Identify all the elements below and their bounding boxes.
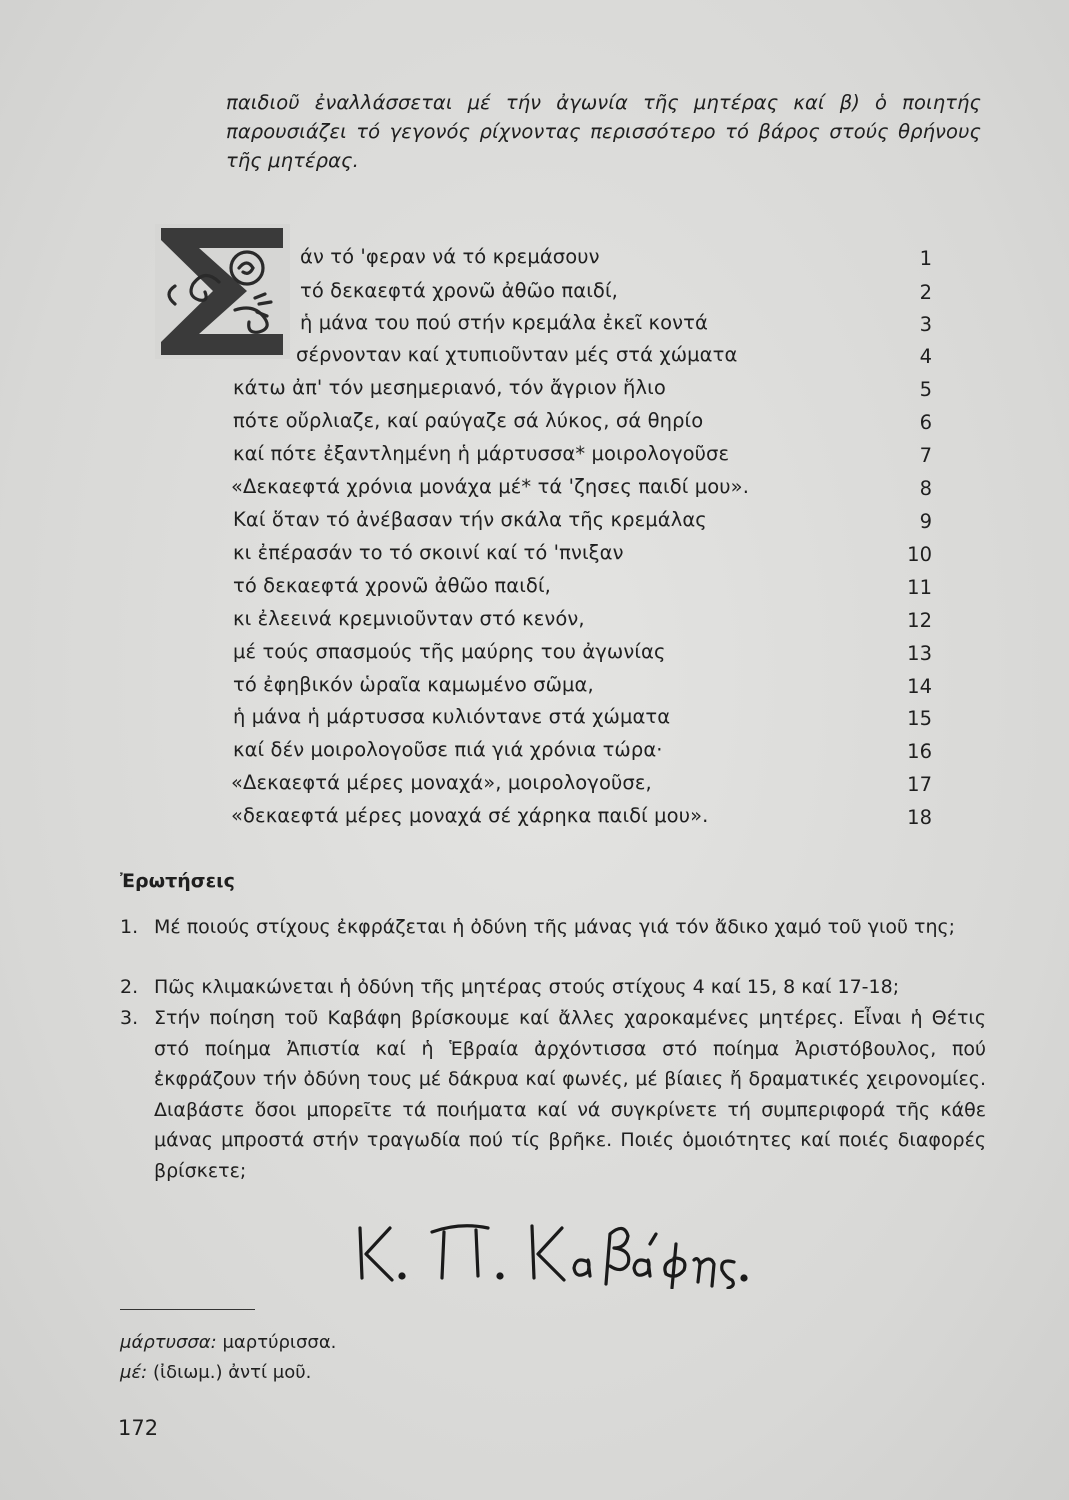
- question-text: Μέ ποιούς στίχους ἐκφράζεται ἡ ὀδύνη τῆς μάνας γιά τόν ἄδικο χαμό τοῦ γιοῦ της;: [154, 916, 956, 938]
- line-number: 2: [919, 281, 932, 304]
- question-text: Πῶς κλιμακώνεται ἡ ὀδύνη τῆς μητέρας στούς στίχους 4 καί 15, 8 καί 17-18;: [154, 976, 900, 998]
- page-number: 172: [118, 1416, 159, 1440]
- line-number: 10: [907, 543, 932, 566]
- poem-line: σέρνονταν καί χτυπιοῦνταν μές στά χώματα: [296, 343, 738, 366]
- poem-line: «Δεκαεφτά χρόνια μονάχα μέ* τά 'ζησες παιδί μου».: [231, 475, 749, 498]
- line-number: 8: [919, 477, 932, 500]
- line-number: 7: [919, 444, 932, 467]
- line-number: 3: [919, 313, 932, 336]
- poem-line: τό δεκαεφτά χρονῶ ἀθῶο παιδί,: [300, 279, 618, 302]
- decorative-initial-sigma: [155, 224, 290, 359]
- poem-line: ἡ μάνα του πού στήν κρεμάλα ἐκεῖ κοντά: [300, 311, 708, 334]
- question-number: 1.: [120, 916, 139, 938]
- line-number: 5: [919, 378, 932, 401]
- poem-line: κι ἐπέρασάν το τό σκοινί καί τό 'πνιξαν: [233, 541, 624, 564]
- footnote-definition: μαρτύρισσα.: [222, 1332, 337, 1353]
- footnote-term: μέ:: [120, 1362, 148, 1383]
- poem-line: καί δέν μοιρολογοῦσε πιά γιά χρόνια τώρα·: [233, 738, 663, 761]
- line-number: 4: [919, 345, 932, 368]
- line-number: 11: [907, 576, 932, 599]
- line-number: 15: [907, 707, 932, 730]
- poem-line: καί πότε ἐξαντλημένη ἡ μάρτυσσα* μοιρολογοῦσε: [233, 442, 730, 465]
- questions-heading: Ἐρωτήσεις: [120, 870, 235, 892]
- line-number: 17: [907, 773, 932, 796]
- footnote-separator: [120, 1309, 255, 1310]
- line-number: 9: [919, 510, 932, 533]
- poem-line: κάτω ἀπ' τόν μεσημεριανό, τόν ἄγριον ἥλιο: [233, 376, 666, 399]
- poem-line: Καί ὅταν τό ἀνέβασαν τήν σκάλα τῆς κρεμάλας: [233, 508, 707, 531]
- footnote: [120, 1332, 336, 1353]
- line-number: 18: [907, 806, 932, 829]
- footnote-term: μάρτυσσα:: [120, 1332, 217, 1353]
- line-number: 14: [907, 675, 932, 698]
- poem-line: πότε οὔρλιαζε, καί ραύγαζε σά λύκος, σά θηρίο: [233, 409, 704, 432]
- line-number: 12: [907, 609, 932, 632]
- question-text: Στήν ποίηση τοῦ Καβάφη βρίσκουμε καί ἄλλες χαροκαμένες μητέρες. Εἶναι ἡ Θέτις στό ποίημα Ἀπιστία καί ἡ Ἑβραία ἀρχόντισσα στό ποίημα Ἀριστόβουλος, πού ἐκφράζουν τήν ὀδύνη τους μέ δάκρυα καί φωνές, μέ βίαιες ἤ δραματικές χειρονομίες. Διαβάστε ὅσοι μπορεῖτε τά ποιήματα καί νά συγκρίνετε τή συμπεριφορά τῆς κάθε μάνας μπροστά στήν τραγωδία πού τίς βρῆκε. Ποιές ὁμοιότητες καί ποιές διαφορές βρίσκετε;: [154, 1007, 986, 1182]
- line-number: 13: [907, 642, 932, 665]
- question-number: 3.: [120, 1007, 139, 1029]
- footnote-definition: (ἰδιωμ.) ἀντί μοῦ.: [152, 1362, 312, 1383]
- poem-line: «Δεκαεφτά μέρες μοναχά», μοιρολογοῦσε,: [231, 771, 652, 794]
- intro-paragraph: παιδιοῦ ἐναλλάσσεται μέ τήν ἀγωνία τῆς μητέρας καί β) ὁ ποιητής παρουσιάζει τό γεγονός ρίχνοντας περισσότερο τό βάρος στούς θρήνους τῆς μητέρας.: [226, 91, 981, 172]
- poem-line: άν τό 'φεραν νά τό κρεμάσουν: [300, 245, 600, 268]
- poem-line: ἡ μάνα ἡ μάρτυσσα κυλιόντανε στά χώματα: [233, 705, 671, 728]
- signature: [350, 1214, 750, 1289]
- line-number: 6: [919, 411, 932, 434]
- poem-line: τό δεκαεφτά χρονῶ ἀθῶο παιδί,: [233, 574, 551, 597]
- line-number: 1: [919, 247, 932, 270]
- line-number: 16: [907, 740, 932, 763]
- poem-line: μέ τούς σπασμούς τῆς μαύρης του ἀγωνίας: [233, 640, 666, 663]
- poem-line: τό ἐφηβικόν ὡραῖα καμωμένο σῶμα,: [233, 673, 594, 696]
- question-number: 2.: [120, 976, 139, 998]
- footnote: [120, 1362, 311, 1383]
- poem-line: «δεκαεφτά μέρες μοναχά σέ χάρηκα παιδί μου».: [231, 804, 709, 827]
- poem-line: κι ἐλεεινά κρεμνιοῦνταν στό κενόν,: [233, 607, 585, 630]
